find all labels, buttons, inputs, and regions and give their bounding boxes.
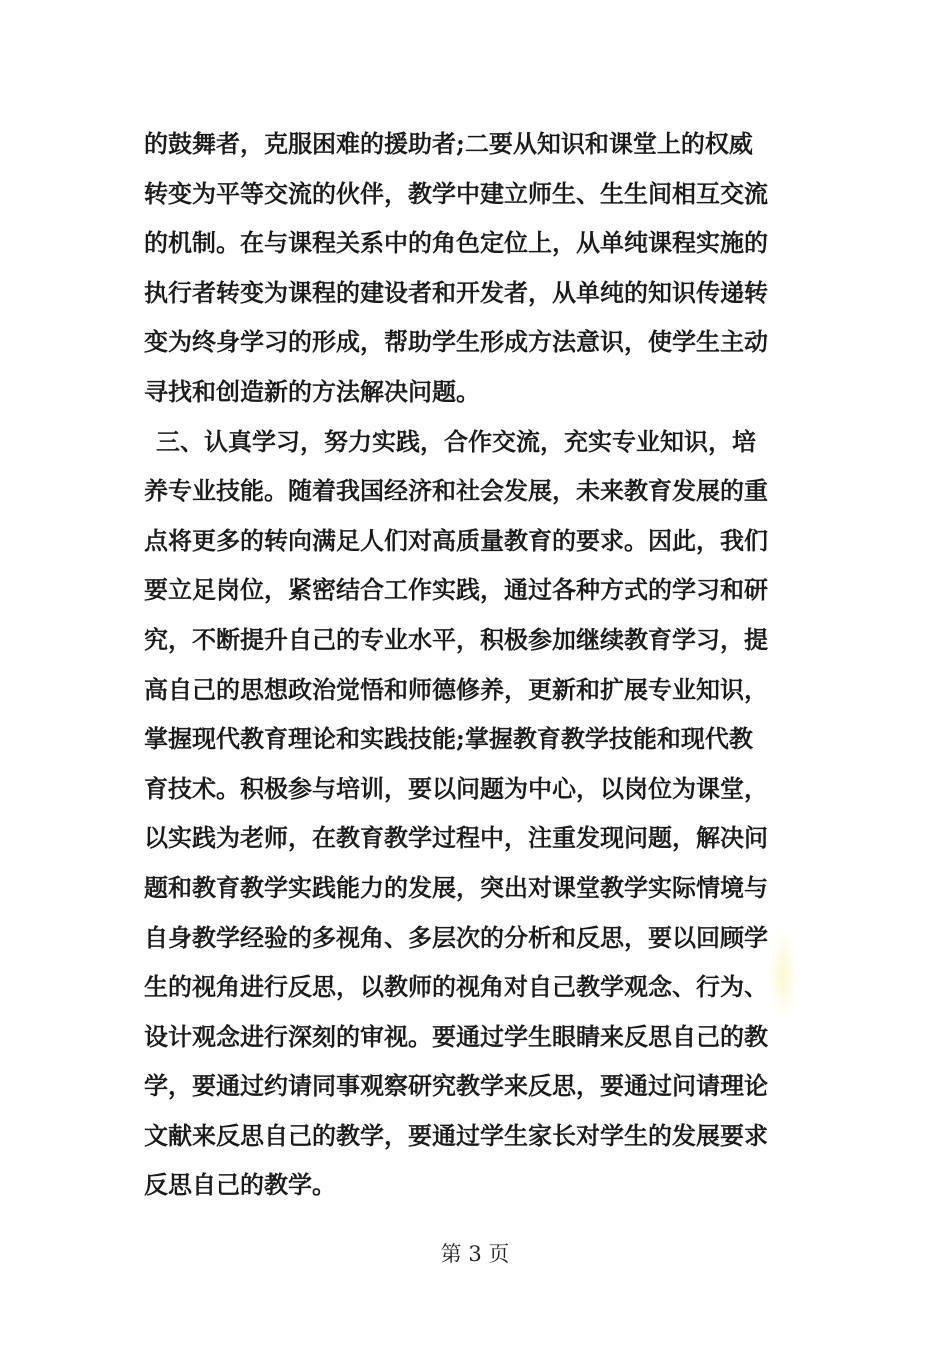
text-line: 生的视角进行反思，以教师的视角对自己教学观念、行为、 [144,972,768,1002]
page-number: 第 3 页 [440,1242,510,1266]
text-line: 以实践为老师，在教育教学过程中，注重发现问题，解决问 [144,823,768,853]
text-line: 养专业技能。随着我国经济和社会发展，未来教育发展的重 [144,476,768,506]
text-line: 自身教学经验的多视角、多层次的分析和反思，要以回顾学 [144,922,768,952]
text-line: 育技术。积极参与培训，要以问题为中心，以岗位为课堂， [144,773,768,803]
text-line: 究，不断提升自己的专业水平，积极参加继续教育学习，提 [144,624,768,654]
text-line: 反思自己的教学。 [144,1170,336,1200]
text-line: 题和教育教学实践能力的发展，突出对课堂教学实际情境与 [144,872,768,902]
text-line: 的机制。在与课程关系中的角色定位上，从单纯课程实施的 [144,228,768,258]
text-line: 掌握现代教育理论和实践技能;掌握教育教学技能和现代教 [144,724,753,754]
text-line: 点将更多的转向满足人们对高质量教育的要求。因此，我们 [144,525,768,555]
text-line: 转变为平等交流的伙伴，教学中建立师生、生生间相互交流 [144,178,768,208]
text-line: 执行者转变为课程的建设者和开发者，从单纯的知识传递转 [144,277,768,307]
text-line: 高自己的思想政治觉悟和师德修养，更新和扩展专业知识， [144,674,768,704]
body-text [144,119,824,1210]
text-line: 学，要通过约请同事观察研究教学来反思，要通过问请理论 [144,1071,768,1101]
text-line: 变为终身学习的形成，帮助学生形成方法意识，使学生主动 [144,327,768,357]
text-line: 寻找和创造新的方法解决问题。 [144,376,480,406]
text-line: 要立足岗位，紧密结合工作实践，通过各种方式的学习和研 [144,575,768,605]
section-heading-line: 三、认真学习，努力实践，合作交流，充实专业知识，培 [156,426,756,456]
text-line: 设计观念进行深刻的审视。要通过学生眼睛来反思自己的教 [144,1021,768,1051]
text-line: 的鼓舞者，克服困难的援助者;二要从知识和课堂上的权威 [144,129,753,158]
text-line: 文献来反思自己的教学，要通过学生家长对学生的发展要求 [144,1120,768,1150]
